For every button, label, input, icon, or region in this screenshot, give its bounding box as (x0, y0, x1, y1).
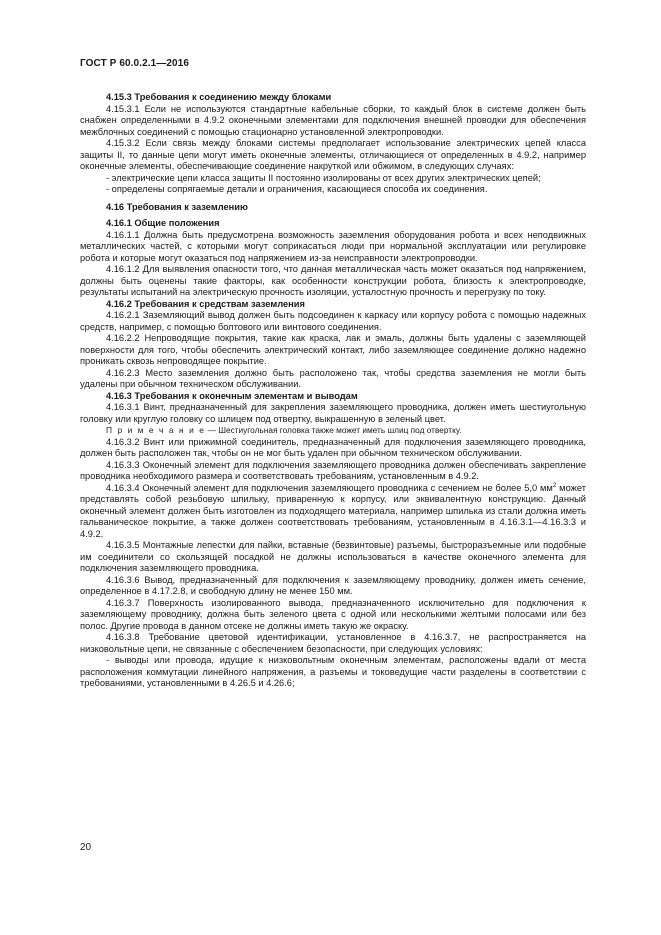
section-heading-4-16-3: 4.16.3 Требования к оконечным элементам и выводам (106, 390, 358, 401)
paragraph-4-16-2-2: 4.16.2.2 Непроводящие покрытия, такие как краска, лак и эмаль, должны быть удалены с заземляющей поверхности для того, чтобы обеспечить электрический контакт, либо заземляющее соединение должно надежно проникать сквозь непроводящее покрытие. (80, 333, 586, 366)
section-heading-4-15-3: 4.15.3 Требования к соединению между блоками (106, 92, 332, 102)
paragraph-4-15-3-2: 4.15.3.2 Если связь между блоками системы предполагает использование электрических цепей класса защиты II, то данные цепи могут иметь оконечные элементы, отличающиеся от определенных в 4.9.2, например оконечные элементы, обеспечивающие соединение накруткой или обжимом, в следующих случаях: (80, 138, 586, 171)
paragraph-4-16-3-3: 4.16.3.3 Оконечный элемент для подключения заземляющего проводника должен обеспечивать закрепление проводника необходимого размера и соответствовать требованиям, установленным в 4.9.2. (80, 459, 586, 481)
paragraph-4-16-3-5: 4.16.3.5 Монтажные лепестки для пайки, вставные (безвинтовые) разъемы, быстроразъемные или подобные им соединители со скользящей посадкой не должны использоваться в качестве оконечного элемента для подключения заземляющего проводника. (80, 540, 586, 573)
paragraph-4-16-1-1: 4.16.1.1 Должна быть предусмотрена возможность заземления оборудования робота и всех неподвижных металлических частей, с которыми могут соприкасаться люди при нормальной эксплуатации или регулировке робота и которые могут оказаться под напряжением из-за неисправности электропроводки. (80, 229, 586, 263)
section-heading-4-16-2: 4.16.2 Требования к средствам заземления (106, 298, 305, 309)
page-number: 20 (80, 842, 92, 853)
list-item: - определены сопрягаемые детали и ограничения, касающиеся способа их соединения. (106, 184, 488, 194)
section-heading-4-16-1: 4.16.1 Общие положения (106, 218, 220, 228)
note-label: П р и м е ч а н и е (106, 425, 206, 435)
document-body (80, 92, 586, 690)
document-code-header: ГОСТ Р 60.0.2.1—2016 (80, 58, 190, 69)
paragraph-4-16-3-4: 4.16.3.4 Оконечный элемент для подключения заземляющего проводника с сечением не более 5,0 $мм^2$ может представлять собой резьбовую шпильку, приваренную к корпусу, или эквивалентную конструкцию. Данный оконечный элемент должен быть изготовлен из подходящего материала, например шпилька из стали должна иметь гальваническое покрытие, а также должен соответствовать требованиям, установленным в 4.16.3.1—4.16.3.3 и 4.9.2. (80, 481, 586, 539)
paragraph-4-16-1-2: 4.16.1.2 Для выявления опасности того, что данная металлическая часть может оказаться под напряжением, должны быть оценены такие факторы, как особенности конструкции робота, близость к электропроводке, результаты испытаний на электрическую прочность изоляции, усталостную прочность и перегрузку по току. (80, 264, 586, 297)
note-text: — Шестиугольная головка также может иметь шлиц под отвертку. (205, 425, 462, 435)
paragraph-4-16-3-2: 4.16.3.2 Винт или прижимной соединитель, предназначенный для подключения заземляющего проводника, должен быть расположен так, чтобы он не мог быть удален при обычном техническом обслуживании. (80, 436, 586, 458)
paragraph-4-16-3-6: 4.16.3.6 Вывод, предназначенный для подключения к заземляющему проводнику, должен иметь сечение, определенное в 4.17.2.8, и свободную длину не менее 150 мм. (80, 574, 586, 596)
paragraph-4-15-3-1: 4.15.3.1 Если не используются стандартные кабельные сборки, то каждый блок в системе должен быть снабжен определенными в 4.9.2 оконечными элементами для подключения внешней проводки для обеспечения межблочных соединений с помощью стационарно установленной электропроводки. (80, 103, 586, 137)
paragraph-4-16-2-1: 4.16.2.1 Заземляющий вывод должен быть подсоединен к каркасу или корпусу робота с помощью надежных средств, например, с помощью болтового или винтового соединения. (80, 310, 586, 332)
paragraph-4-16-3-8: 4.16.3.8 Требование цветовой идентификации, установленное в 4.16.3.7, не распространяется на низковольтные цепи, не связанные с обеспечением безопасности, при следующих условиях: (80, 632, 586, 654)
list-item: - электрические цепи класса защиты II постоянно изолированы от всех других электрических цепей; (106, 172, 541, 183)
section-heading-4-16: 4.16 Требования к заземлению (106, 201, 248, 212)
paragraph-4-16-3-7: 4.16.3.7 Поверхность изолированного вывода, предназначенного исключительно для подключения к заземляющему проводнику, должна быть зеленого цвета с одной или несколькими желтыми полосами или без полос. Другие провода в данном отсеке не должны иметь такую же окраску. (80, 597, 586, 631)
note (80, 425, 586, 437)
paragraph-4-16-3-1: 4.16.3.1 Винт, предназначенный для закрепления заземляющего проводника, должен иметь шестиугольную головку или круглую головку со шлицем под отвертку, выкрашенную в зеленый цвет. (80, 402, 586, 424)
list-item: - выводы или провода, идущие к низковольтным оконечным элементам, расположены вдали от места расположения коммутации линейного напряжения, а разъемы и токоведущие части разделены в соответствии с требованиями, установленными в 4.26.5 и 4.26.6; (80, 655, 586, 688)
paragraph-4-16-2-3: 4.16.2.3 Место заземления должно быть расположено так, чтобы средства заземления не могли быть удалены при обычном техническом обслуживании. (80, 367, 586, 389)
